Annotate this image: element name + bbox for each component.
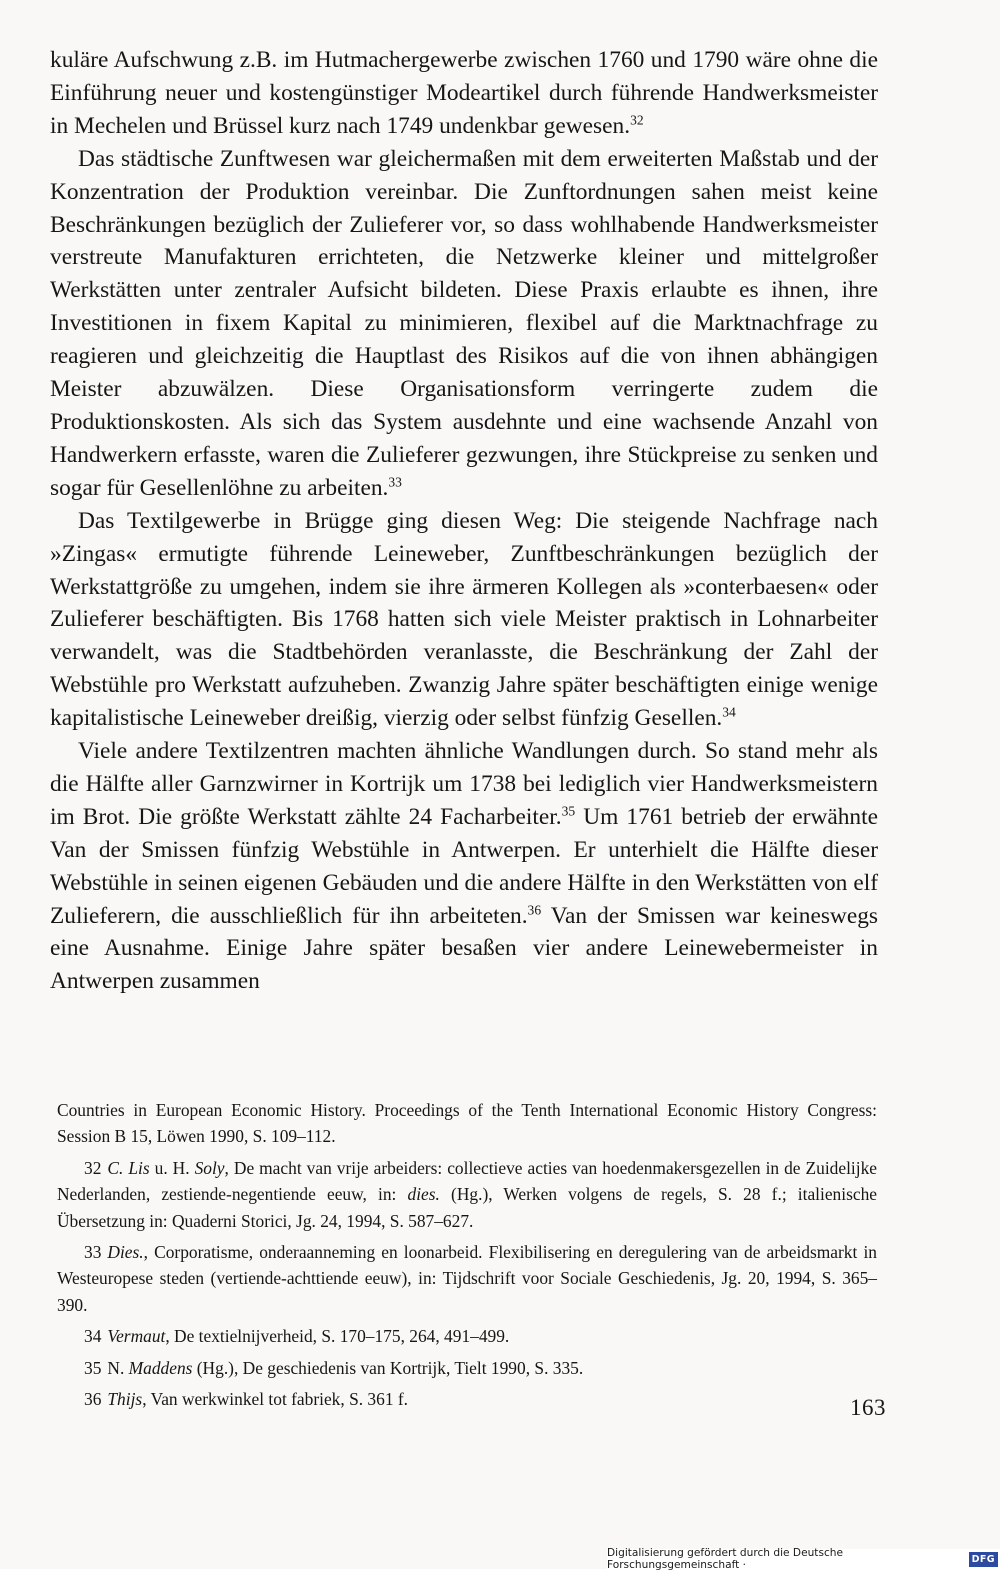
paragraph: kuläre Aufschwung z.B. im Hutmachergewerbe zwischen 1760 und 1790 wäre ohne die Einführung neuer und kostengünstiger Modeartikel durch führende Handwerksmeister in Mechelen und Brüssel kurz nach 1749 undenkbar gewesen.$^{32}$ <box>50 47 878 139</box>
credit-text: Digitalisierung gefördert durch die Deutsche Forschungsgemeinschaft · <box>607 1547 844 1571</box>
footnote-36: 36 Thijs, Van werkwinkel tot fabriek, S. 361 f. <box>84 1389 409 1410</box>
main-text <box>50 44 878 998</box>
footnote-ref[interactable]: 33 <box>388 474 402 490</box>
footnote-ref[interactable]: 35 <box>561 803 576 819</box>
paragraph: Das Textilgewerbe in Brügge ging diesen Weg: Die steigende Nachfrage nach »Zingas« ermutigte führende Leineweber, Zunftbeschränkungen bezüglich der Werkstattgröße zu umgehen, indem sie ihre ärmeren Kollegen als »conterbaesen« oder Zulieferer beschäftigten. Bis 1768 hatten sich viele Meister praktisch in Lohnarbeiter verwandelt, was die Stadtbehörden veranlasste, die Beschränkung der Zahl der Webstühle pro Werkstatt aufzuheben. Zwanzig Jahre später beschäftigten einige wenige kapitalistische Leineweber dreißig, vierzig oder selbst fünfzig Gesellen.$^{34}$ <box>50 507 878 732</box>
footnote-ref[interactable]: 34 <box>722 704 736 720</box>
paragraph: Viele andere Textilzentren machten ähnliche Wandlungen durch. So stand mehr als die Hälfte aller Garnzwirner in Kortrijk um 1738 bei lediglich vier Handwerksmeistern im Brot. Die größte Werkstatt zählte 24 Facharbeiter.$^{35}$ Um 1761 betrieb der erwähnte Van der Smissen fünfzig Webstühle in Antwerpen. Er unterhielt die Hälfte dieser Webstühle in seinen eigenen Gebäuden und die andere Hälfte in den Werkstätten von elf Zulieferern, die ausschließlich für ihn arbeiteten.$^{36}$ Van der Smissen war keineswegs eine Ausnahme. Einige Jahre später besaßen vier andere Leinewebermeister in Antwerpen zusammen <box>50 738 879 995</box>
footnote-35: 35 N. Maddens (Hg.), De geschiedenis van Kortrijk, Tielt 1990, S. 335. <box>84 1357 584 1378</box>
page-number: 163 <box>850 1395 886 1420</box>
footnotes <box>57 1097 877 1417</box>
paragraph: Das städtische Zunftwesen war gleichermaßen mit dem erweiterten Maßstab und der Konzentration der Produktion vereinbar. Die Zunftordnungen sahen meist keine Beschränkungen bezüglich der Zulieferer vor, so dass wohlhabende Handwerksmeister verstreute Manufakturen errichteten, die Netzwerke kleiner und mittelgroßer Werkstätten unter zentraler Aufsicht bildeten. Diese Praxis erlaubte es ihnen, ihre Investitionen in fixem Kapital zu minimieren, flexibel auf die Marktnachfrage zu reagieren und gleichzeitig die Hauptlast des Risikos auf die von ihnen abhängigen Meister abzuwälzen. Diese Organisationsform verringerte zudem die Produktionskosten. Als sich das System ausdehnte und eine wachsende Anzahl von Handwerkern erfasste, waren die Zulieferer gezwungen, ihre Stückpreise zu senken und sogar für Gesellenlöhne zu arbeiten.$^{33}$ <box>50 145 878 501</box>
footnote-33: 33 Dies., Corporatisme, onderaanneming en loonarbeid. Flexibilisering en deregulering van de arbeidsmarkt in Westeuropese steden (vertiende-achttiende eeuw), in: Tijdschrift voor Sociale Geschiedenis, Jg. 20, 1994, S. 365–390. <box>57 1242 877 1315</box>
footnote-ref[interactable]: 36 <box>527 902 542 918</box>
digitization-credit <box>607 1549 1000 1569</box>
footnote-32: 32 C. Lis u. H. Soly, De macht van vrije arbeiders: collectieve acties van hoedenmakersgezellen in de Zuidelijke Nederlanden, zestiende-negentiende eeuw, in: dies. (Hg.), Werken volgens de regels, S. 28 f.; italienische Übersetzung in: Quaderni Storici, Jg. 24, 1994, S. 587–627. <box>57 1157 877 1231</box>
footnote-34: 34 Vermaut, De textielnijverheid, S. 170–175, 264, 491–499. <box>84 1326 510 1347</box>
footnote-continuation: Countries in European Economic History. Proceedings of the Tenth International Economic History Congress: Session B 15, Löwen 1990, S. 109–112. <box>57 1100 877 1147</box>
footnote-ref[interactable]: 32 <box>630 112 644 128</box>
dfg-logo: DFG <box>969 1552 998 1567</box>
